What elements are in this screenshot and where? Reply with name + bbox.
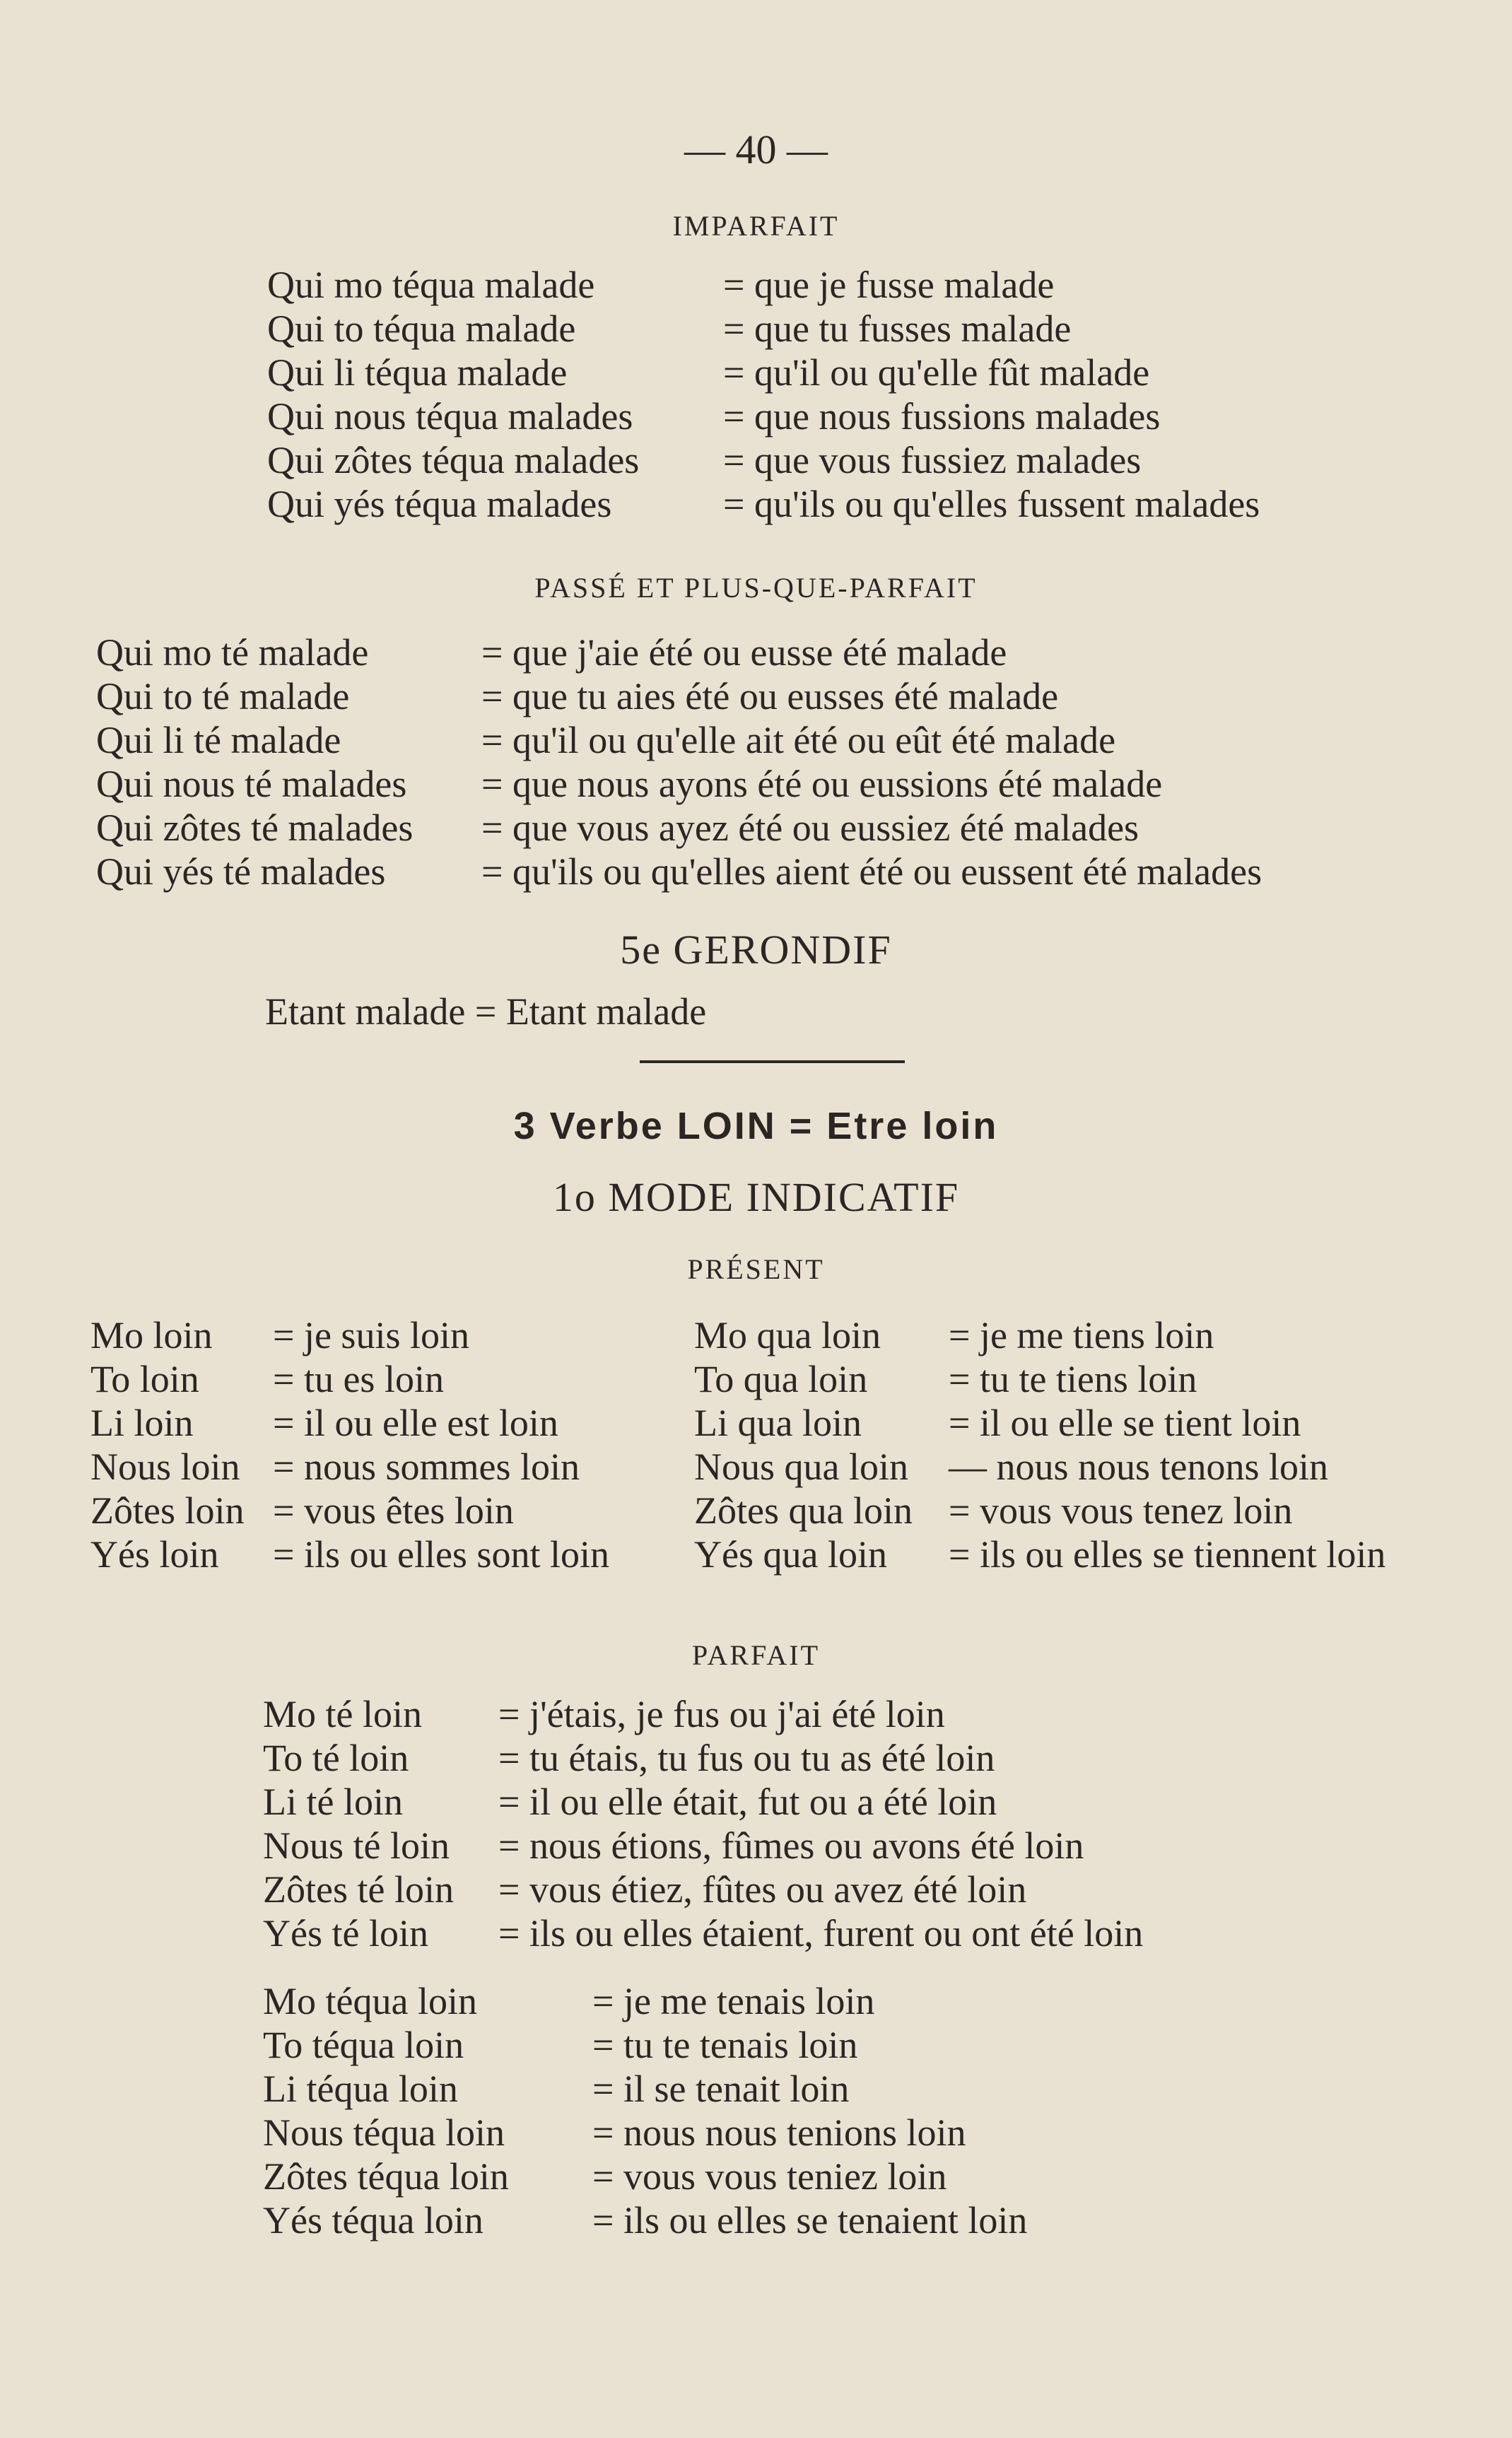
creole-form: Zôtes loin (90, 1489, 245, 1532)
creole-form: Nous téqua loin (263, 2111, 505, 2154)
french-translation: = je suis loin (273, 1314, 469, 1356)
conjugation-row (263, 2067, 1323, 2111)
french-translation: = j'étais, je fus ou j'ai été loin (498, 1693, 945, 1735)
creole-form: Qui li téqua malade (267, 351, 568, 394)
imparfait-table (267, 263, 1398, 526)
conjugation-row (263, 2155, 1323, 2198)
conjugation-row (96, 850, 1439, 893)
gerondif-heading: 5e GERONDIF (620, 927, 892, 973)
conjugation-row (694, 1445, 1486, 1489)
conjugation-row (694, 1489, 1486, 1532)
creole-form: Li té loin (263, 1781, 403, 1823)
creole-form: Li téqua loin (263, 2068, 458, 2110)
parfait-table (263, 1692, 1465, 1955)
conjugation-row (263, 1824, 1465, 1868)
conjugation-row (694, 1401, 1486, 1445)
french-translation: = vous vous teniez loin (592, 2155, 947, 2198)
conjugation-row (263, 1868, 1465, 1911)
conjugation-row (694, 1313, 1486, 1357)
passe-table (96, 631, 1439, 893)
conjugation-row (263, 2023, 1323, 2067)
conjugation-row (267, 263, 1398, 307)
creole-form: Qui nous téqua malades (267, 395, 633, 438)
conjugation-row (263, 1736, 1465, 1780)
imparfait-heading: IMPARFAIT (672, 210, 840, 242)
french-translation: = que nous ayons été ou eussions été malade (481, 763, 1163, 805)
creole-form: Zôtes té loin (263, 1868, 454, 1911)
french-translation: = ils ou elles étaient, furent ou ont été loin (498, 1912, 1144, 1954)
conjugation-row (267, 438, 1398, 482)
creole-form: Zôtes qua loin (694, 1489, 913, 1532)
creole-form: Qui zôtes té malades (96, 807, 414, 849)
imparfait-loin-table (263, 1979, 1323, 2242)
verb-title: 3 Verbe LOIN = Etre loin (513, 1105, 999, 1147)
creole-form: To téqua loin (263, 2024, 464, 2066)
french-translation: = vous vous tenez loin (949, 1489, 1293, 1532)
conjugation-row (90, 1357, 698, 1401)
conjugation-row (96, 718, 1439, 762)
conjugation-row (267, 482, 1398, 526)
creole-form: Yés té loin (263, 1912, 428, 1954)
creole-form: Qui to té malade (96, 675, 350, 717)
french-translation: = ils ou elles se tenaient loin (592, 2199, 1028, 2241)
creole-form: Yés qua loin (694, 1533, 887, 1576)
french-translation: = vous êtes loin (273, 1489, 514, 1532)
french-translation: = tu es loin (273, 1358, 444, 1400)
conjugation-row (694, 1532, 1486, 1576)
conjugation-row (694, 1357, 1486, 1401)
creole-form: Qui zôtes téqua malades (267, 439, 640, 481)
french-translation: = que vous ayez été ou eussiez été malades (481, 807, 1139, 849)
mode-heading: 1o MODE INDICATIF (552, 1174, 960, 1220)
french-translation: = qu'il ou qu'elle fût malade (723, 351, 1150, 394)
french-translation: — nous nous tenons loin (949, 1446, 1329, 1488)
french-translation: = il se tenait loin (592, 2068, 850, 2110)
conjugation-row (96, 674, 1439, 718)
conjugation-row (90, 1532, 698, 1576)
conjugation-row (90, 1445, 698, 1489)
passe-heading: PASSÉ ET PLUS-QUE-PARFAIT (534, 572, 978, 604)
french-translation: = il ou elle était, fut ou a été loin (498, 1781, 997, 1823)
conjugation-row (263, 2111, 1323, 2155)
french-translation: = vous étiez, fûtes ou avez été loin (498, 1868, 1027, 1911)
french-translation: = tu te tenais loin (592, 2024, 858, 2066)
conjugation-row (263, 2198, 1323, 2242)
french-translation: = ils ou elles sont loin (273, 1533, 609, 1576)
creole-form: Mo qua loin (694, 1314, 881, 1356)
french-translation: = que nous fussions malades (723, 395, 1161, 438)
gerondif-line: Etant malade = Etant malade (265, 990, 707, 1033)
present-right-table (694, 1313, 1486, 1576)
conjugation-row (263, 1780, 1465, 1824)
creole-form: Qui yés té malades (96, 850, 386, 893)
creole-form: Qui yés téqua malades (267, 483, 612, 525)
creole-form: To té loin (263, 1737, 409, 1779)
page-number: — 40 — (684, 127, 828, 172)
creole-form: Qui to téqua malade (267, 307, 576, 350)
french-translation: = que tu aies été ou eusses été malade (481, 675, 1059, 717)
conjugation-row (263, 1692, 1465, 1736)
french-translation: = je me tiens loin (949, 1314, 1214, 1356)
french-translation: = je me tenais loin (592, 1980, 875, 2022)
french-translation: = nous nous tenions loin (592, 2111, 966, 2154)
creole-form: To qua loin (694, 1358, 868, 1400)
french-translation: = tu te tiens loin (949, 1358, 1197, 1400)
conjugation-row (267, 351, 1398, 394)
french-translation: = que tu fusses malade (723, 307, 1072, 350)
creole-form: Mo téqua loin (263, 1980, 477, 2022)
creole-form: Nous qua loin (694, 1446, 908, 1488)
french-translation: = ils ou elles se tiennent loin (949, 1533, 1386, 1576)
conjugation-row (267, 307, 1398, 351)
creole-form: Mo loin (90, 1314, 213, 1356)
creole-form: Yés loin (90, 1533, 219, 1576)
creole-form: Qui mo té malade (96, 631, 369, 674)
creole-form: Yés téqua loin (263, 2199, 484, 2241)
french-translation: = qu'ils ou qu'elles fussent malades (723, 483, 1260, 525)
conjugation-row (90, 1313, 698, 1357)
creole-form: Qui nous té malades (96, 763, 407, 805)
french-translation: = nous sommes loin (273, 1446, 580, 1488)
french-translation: = que j'aie été ou eusse été malade (481, 631, 1007, 674)
conjugation-row (90, 1489, 698, 1532)
present-left-table (90, 1313, 698, 1576)
creole-form: Nous té loin (263, 1824, 450, 1867)
french-translation: = qu'il ou qu'elle ait été ou eût été malade (481, 719, 1116, 761)
creole-form: Qui li té malade (96, 719, 341, 761)
conjugation-row (96, 806, 1439, 850)
section-divider (640, 1060, 905, 1063)
creole-form: Mo té loin (263, 1693, 422, 1735)
conjugation-row (96, 762, 1439, 806)
french-translation: = il ou elle est loin (273, 1402, 558, 1444)
present-heading: PRÉSENT (687, 1253, 825, 1285)
creole-form: To loin (90, 1358, 199, 1400)
creole-form: Li qua loin (694, 1402, 862, 1444)
creole-form: Nous loin (90, 1446, 240, 1488)
french-translation: = qu'ils ou qu'elles aient été ou eussent été malades (481, 850, 1262, 893)
french-translation: = que vous fussiez malades (723, 439, 1142, 481)
french-translation: = il ou elle se tient loin (949, 1402, 1301, 1444)
conjugation-row (263, 1911, 1465, 1955)
conjugation-row (267, 394, 1398, 438)
creole-form: Li loin (90, 1402, 194, 1444)
creole-form: Qui mo téqua malade (267, 264, 595, 306)
conjugation-row (90, 1401, 698, 1445)
parfait-heading: PARFAIT (691, 1639, 821, 1671)
conjugation-row (263, 1979, 1323, 2023)
french-translation: = que je fusse malade (723, 264, 1055, 306)
creole-form: Zôtes téqua loin (263, 2155, 509, 2198)
conjugation-row (96, 631, 1439, 674)
french-translation: = tu étais, tu fus ou tu as été loin (498, 1737, 995, 1779)
french-translation: = nous étions, fûmes ou avons été loin (498, 1824, 1084, 1867)
